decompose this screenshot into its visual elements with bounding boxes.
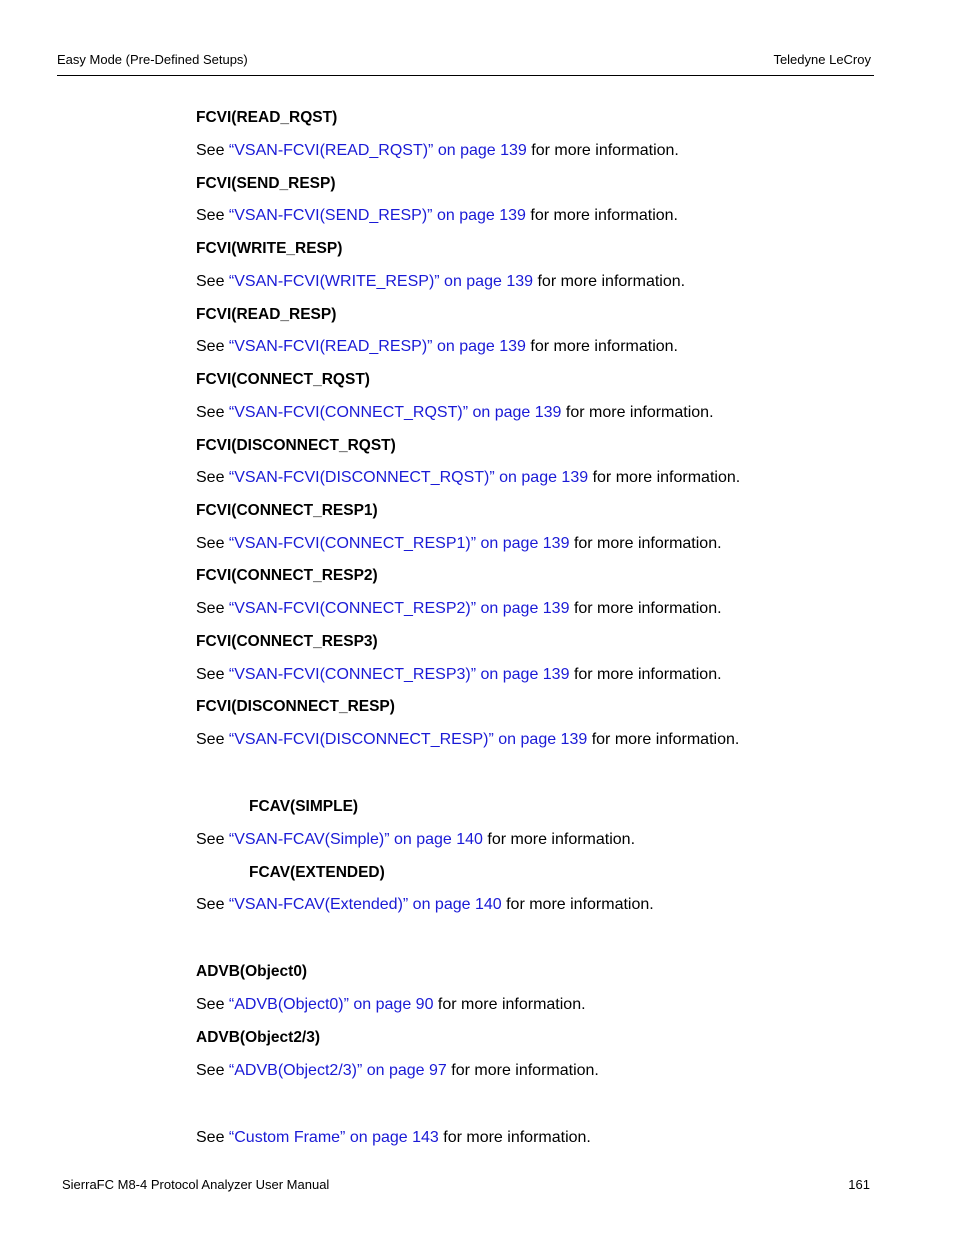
- cross-reference-link[interactable]: “VSAN-FCVI(CONNECT_RESP2)” on page 139: [228, 600, 570, 617]
- cross-reference-link[interactable]: “VSAN-FCVI(READ_RESP)” on page 139: [228, 338, 526, 355]
- entry-reference: [196, 468, 740, 488]
- entry-reference: [196, 895, 654, 915]
- cross-reference-link[interactable]: “ADVB(Object2/3)” on page 97: [228, 1062, 447, 1079]
- cross-reference-link[interactable]: “VSAN-FCVI(READ_RQST)” on page 139: [228, 142, 527, 159]
- see-text: See: [196, 996, 225, 1013]
- entry-heading: FCVI(SEND_RESP): [196, 175, 336, 192]
- entry-reference: [196, 206, 678, 226]
- cross-reference-link[interactable]: “VSAN-FCVI(DISCONNECT_RESP)” on page 139: [228, 731, 588, 748]
- see-text: See: [196, 535, 225, 552]
- entry-reference: [196, 665, 722, 685]
- more-info-text: for more information.: [443, 1129, 591, 1146]
- entry-heading: FCVI(READ_RESP): [196, 306, 337, 323]
- entry-reference: [196, 730, 739, 750]
- more-info-text: for more information.: [565, 404, 714, 421]
- entry-heading: ADVB(Object2/3): [196, 1029, 321, 1046]
- see-text: See: [196, 600, 225, 617]
- see-text: See: [196, 404, 225, 421]
- entry-reference: [196, 534, 722, 554]
- entry-reference: [196, 272, 685, 292]
- entry-reference: [196, 1061, 599, 1081]
- more-info-text: for more information.: [573, 666, 722, 683]
- entry-heading: FCVI(WRITE_RESP): [196, 240, 343, 257]
- see-text: See: [196, 273, 225, 290]
- cross-reference-link[interactable]: “VSAN-FCVI(SEND_RESP)” on page 139: [228, 207, 526, 224]
- entry-heading: FCVI(CONNECT_RESP2): [196, 567, 378, 584]
- entry-heading: ADVB(Object0): [196, 963, 308, 980]
- see-text: See: [196, 1129, 225, 1146]
- cross-reference-link[interactable]: “ADVB(Object0)” on page 90: [228, 996, 434, 1013]
- see-text: See: [196, 207, 225, 224]
- cross-reference-link[interactable]: “VSAN-FCVI(CONNECT_RESP1)” on page 139: [228, 535, 570, 552]
- entry-reference: [196, 995, 586, 1015]
- entry-heading: FCVI(READ_RQST): [196, 109, 338, 126]
- see-text: See: [196, 731, 225, 748]
- see-text: See: [196, 666, 225, 683]
- more-info-text: for more information.: [573, 600, 722, 617]
- entry-heading: FCAV(EXTENDED): [249, 864, 385, 881]
- more-info-text: for more information.: [437, 996, 586, 1013]
- cross-reference-link[interactable]: “VSAN-FCVI(DISCONNECT_RQST)” on page 139: [228, 469, 589, 486]
- running-footer-title: SierraFC M8-4 Protocol Analyzer User Manual: [62, 1177, 330, 1192]
- cross-reference-link[interactable]: “VSAN-FCAV(Extended)” on page 140: [228, 896, 502, 913]
- more-info-text: for more information.: [487, 831, 636, 848]
- more-info-text: for more information.: [591, 731, 740, 748]
- see-text: See: [196, 831, 225, 848]
- see-text: See: [196, 142, 225, 159]
- cross-reference-link[interactable]: “VSAN-FCAV(Simple)” on page 140: [228, 831, 483, 848]
- cross-reference-link[interactable]: “Custom Frame” on page 143: [228, 1129, 439, 1146]
- more-info-text: for more information.: [537, 273, 686, 290]
- entry-reference: [196, 403, 714, 423]
- more-info-text: for more information.: [451, 1062, 599, 1079]
- entry-reference: [196, 337, 678, 357]
- see-text: See: [196, 338, 225, 355]
- see-text: See: [196, 896, 225, 913]
- entry-heading: FCVI(CONNECT_RESP3): [196, 633, 378, 650]
- more-info-text: for more information.: [530, 338, 678, 355]
- more-info-text: for more information.: [573, 535, 722, 552]
- see-text: See: [196, 1062, 225, 1079]
- see-text: See: [196, 469, 225, 486]
- entry-reference: [196, 1128, 591, 1148]
- entry-heading: FCAV(SIMPLE): [249, 798, 359, 815]
- header-rule: [57, 75, 874, 76]
- entry-heading: FCVI(DISCONNECT_RESP): [196, 698, 395, 715]
- cross-reference-link[interactable]: “VSAN-FCVI(WRITE_RESP)” on page 139: [228, 273, 534, 290]
- more-info-text: for more information.: [506, 896, 654, 913]
- running-header-company: Teledyne LeCroy: [773, 52, 871, 67]
- cross-reference-link[interactable]: “VSAN-FCVI(CONNECT_RESP3)” on page 139: [228, 666, 570, 683]
- entry-heading: FCVI(DISCONNECT_RQST): [196, 437, 396, 454]
- entry-reference: [196, 830, 635, 850]
- entry-heading: FCVI(CONNECT_RQST): [196, 371, 370, 388]
- more-info-text: for more information.: [531, 142, 679, 159]
- page-number: 161: [848, 1177, 870, 1192]
- more-info-text: for more information.: [592, 469, 741, 486]
- cross-reference-link[interactable]: “VSAN-FCVI(CONNECT_RQST)” on page 139: [228, 404, 562, 421]
- entry-heading: FCVI(CONNECT_RESP1): [196, 502, 378, 519]
- more-info-text: for more information.: [530, 207, 678, 224]
- entry-reference: [196, 599, 722, 619]
- running-header-title: Easy Mode (Pre-Defined Setups): [57, 52, 248, 67]
- entry-reference: [196, 141, 679, 161]
